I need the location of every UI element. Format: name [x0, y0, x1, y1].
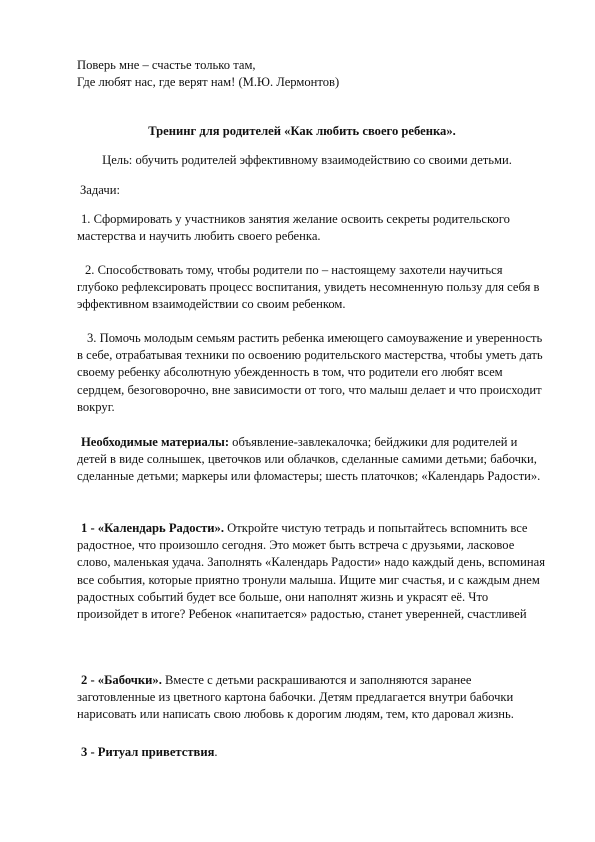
- document-title: Тренинг для родителей «Как любить своего ребенка».: [148, 124, 456, 138]
- step-3-label: 3 - Ритуал приветствия: [81, 745, 215, 759]
- epigraph-line-1: Поверь мне – счастье только там,: [77, 58, 256, 72]
- task-3: [77, 330, 547, 416]
- step-2-label: 2 - «Бабочки».: [81, 673, 162, 687]
- step-3-text: .: [214, 745, 218, 759]
- step-3: [77, 744, 547, 761]
- materials-text: объявление-завлекалочка; бейджики для родителей и детей в виде солнышек, цветочков или облачков, сделанные самими детьми; бабочки, сделанные детьми; маркеры или фломастеры; шесть платочков; «Календарь Радости».: [77, 435, 541, 484]
- tasks-label: Задачи:: [80, 183, 120, 197]
- materials-label: Необходимые материалы:: [81, 435, 230, 449]
- task-3-text: 3. Помочь молодым семьям растить ребенка имеющего самоуважение и уверенность в себе, отрабатывая техники по освоению родительского мастерства, чтобы уметь дать своему ребенку абсолютную убежденность в том, что родители его любят всем сердцем, безоговорочно, вне зависимости от того, что малыш делает и что происходит вокруг.: [77, 331, 546, 414]
- step-2: [77, 672, 547, 724]
- step-1-label: 1 - «Календарь Радости».: [81, 521, 224, 535]
- task-1: [77, 211, 547, 245]
- step-1: [77, 520, 547, 623]
- epigraph: [77, 57, 537, 91]
- step-1-text: Откройте чистую тетрадь и попытайтесь вспомнить все радостное, что произошло сегодня. Это может быть встреча с друзьями, ласковое слово, маленькая удача. Заполнять «Календарь Радости» надо каждый день, вспоминая все события, которые приятно тронули малыша. Ищите миг счастья, и с каждым днем радостных событий будет все больше, они наполнят жизнь и украсят её. Что произойдет в итоге? Ребенок «напитается» радостью, станет уверенней, счастливей: [77, 521, 549, 622]
- epigraph-line-2: Где любят нас, где верят нам! (М.Ю. Лермонтов): [77, 75, 340, 90]
- goal-text: Цель: обучить родителей эффективному взаимодействию со своими детьми.: [102, 153, 512, 167]
- step-2-text: Вместе с детьми раскрашиваются и заполняются заранее заготовленные из цветного картона бабочки. Детям предлагается внутри бабочки нарисовать или написать свою любовь к дорогим людям, тем, кто даровал жизнь.: [77, 673, 517, 722]
- task-2-text: 2. Способствовать тому, чтобы родители по – настоящему захотели научиться глубоко рефлексировать процесс воспитания, увидеть несомненную пользу для себя в эффективном взаимодействии со своим ребенком.: [77, 263, 543, 312]
- task-2: [77, 262, 547, 314]
- task-1-text: 1. Сформировать у участников занятия желание освоить секреты родительского мастерства и научить любить своего ребенка.: [77, 212, 514, 244]
- materials-paragraph: [77, 434, 547, 486]
